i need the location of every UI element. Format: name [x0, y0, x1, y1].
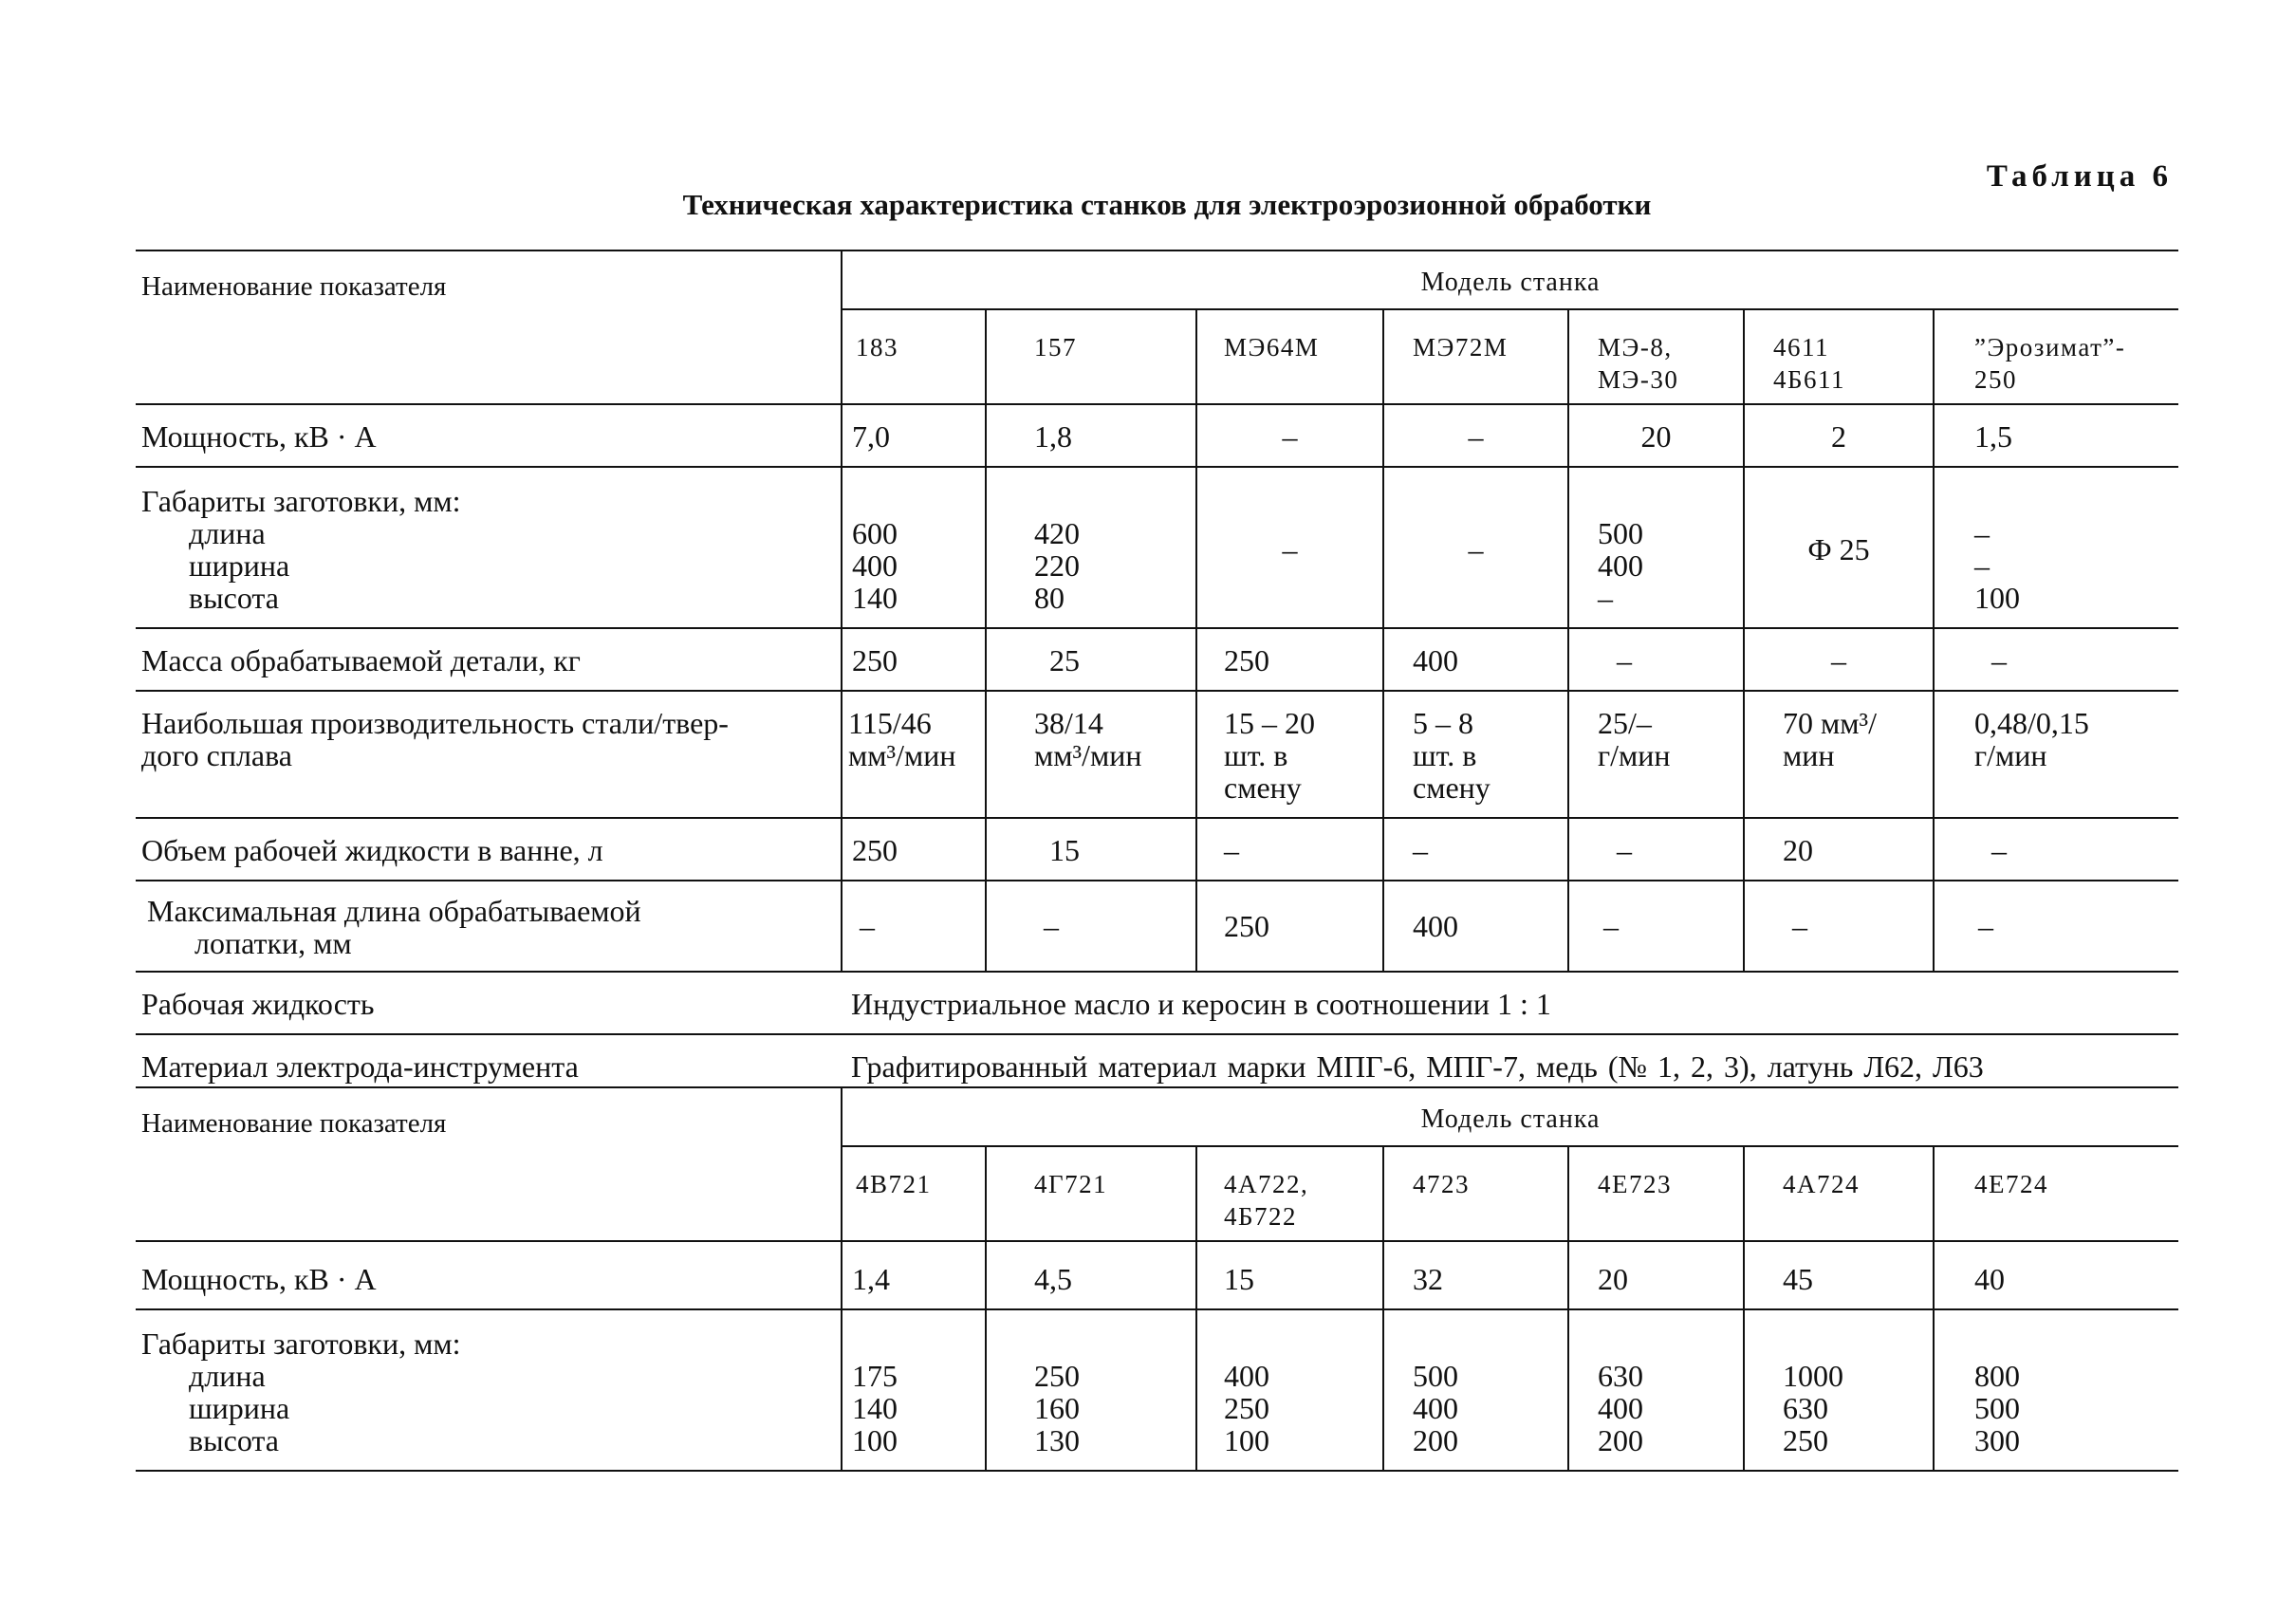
cell-value: 2 [1744, 404, 1934, 467]
cell-value: – [1196, 818, 1383, 881]
row-name-main: Габариты заготовки, мм: [141, 1326, 461, 1361]
cell-value: – [1568, 628, 1744, 691]
cell-value: 250 [1196, 881, 1383, 972]
cell-value: 25 [986, 628, 1196, 691]
table-row [136, 881, 2178, 972]
cell-value: – [1934, 881, 2178, 972]
cell-value: 800 500 300 [1934, 1309, 2178, 1471]
row-name: Объем рабочей жидкости в ванне, л [136, 818, 842, 881]
model-header: 4В721 [842, 1146, 986, 1241]
table-row [136, 467, 2178, 628]
cell-value: 20 [1744, 818, 1934, 881]
cell-value: 25/– г/мин [1568, 691, 1744, 818]
cell-value: 500 400 – [1568, 467, 1744, 628]
cell-value: – [1744, 881, 1934, 972]
model-header: МЭ-8, МЭ-30 [1568, 309, 1744, 404]
model-header: 4Г721 [986, 1146, 1196, 1241]
table-row [136, 404, 2178, 467]
row-name [136, 691, 842, 818]
cell-value: 45 [1744, 1241, 1934, 1309]
cell-value: – [1196, 467, 1383, 628]
model-header: ”Эрозимат”- 250 [1934, 309, 2178, 404]
row-name: Масса обрабатываемой детали, кг [136, 628, 842, 691]
model-header: 4А722, 4Б722 [1196, 1146, 1383, 1241]
model-header: МЭ64М [1196, 309, 1383, 404]
model-header: 183 [842, 309, 986, 404]
cell-value: 400 [1383, 881, 1568, 972]
cell-value: 1,5 [1934, 404, 2178, 467]
cell-value: 250 160 130 [986, 1309, 1196, 1471]
model-header: 4А724 [1744, 1146, 1934, 1241]
cell-value: – [1568, 818, 1744, 881]
row-name [136, 881, 842, 972]
cell-value: 1000 630 250 [1744, 1309, 1934, 1471]
row-name-line: Максимальная длина обрабатываемой [147, 894, 641, 928]
cell-value: 1,8 [986, 404, 1196, 467]
cell-value: 0,48/0,15 г/мин [1934, 691, 2178, 818]
cell-value: – [1934, 628, 2178, 691]
table-row [136, 1309, 2178, 1471]
cell-value: – [1383, 404, 1568, 467]
cell-value: – [1196, 404, 1383, 467]
table-span-row [136, 972, 2178, 1034]
model-header: МЭ72М [1383, 309, 1568, 404]
cell-value: 400 250 100 [1196, 1309, 1383, 1471]
model-group-header: Модель станка [842, 1087, 2178, 1146]
span-value: Графитированный материал марки МПГ-6, МПГ-7, медь (№ 1, 2, 3), латунь Л62, Л63 [842, 1034, 2178, 1096]
model-header: 4611 4Б611 [1744, 309, 1934, 404]
machine-specs-table-1 [136, 250, 2178, 1096]
cell-value: Ф 25 [1744, 467, 1934, 628]
row-subname: высота [189, 1423, 279, 1457]
cell-value: 15 – 20 шт. в смену [1196, 691, 1383, 818]
row-subname: ширина [189, 1391, 290, 1425]
cell-value: 250 [1196, 628, 1383, 691]
cell-value: 250 [842, 818, 986, 881]
cell-value: 630 400 200 [1568, 1309, 1744, 1471]
cell-value: 5 – 8 шт. в смену [1383, 691, 1568, 818]
row-subname: длина [189, 1359, 266, 1393]
cell-value: 15 [986, 818, 1196, 881]
row-subname: ширина [189, 548, 290, 583]
row-name: Материал электрода-инструмента [136, 1034, 842, 1096]
document-title: Техническая характеристика станков для электроэрозионной обработки [682, 188, 1652, 221]
param-column-header: Наименование показателя [136, 1087, 842, 1241]
cell-value: 420 220 80 [986, 467, 1196, 628]
table-row [136, 628, 2178, 691]
cell-value: 400 [1383, 628, 1568, 691]
table-number-label: Таблица 6 [1986, 159, 2173, 194]
cell-value: 1,4 [842, 1241, 986, 1309]
machine-specs-table-2 [136, 1086, 2178, 1472]
cell-value: 40 [1934, 1241, 2178, 1309]
model-header: 157 [986, 309, 1196, 404]
span-value: Индустриальное масло и керосин в соотношении 1 : 1 [842, 972, 2178, 1034]
cell-value: 38/14 мм³/мин [986, 691, 1196, 818]
row-name-main: Габариты заготовки, мм: [141, 484, 461, 518]
cell-value: – [842, 881, 986, 972]
cell-value: 7,0 [842, 404, 986, 467]
cell-value: – [1383, 467, 1568, 628]
row-name-line: дого сплава [141, 738, 292, 772]
model-group-header: Модель станка [842, 250, 2178, 309]
cell-value: – – 100 [1934, 467, 2178, 628]
cell-value: 250 [842, 628, 986, 691]
header-row [136, 250, 2178, 309]
cell-value: – [1383, 818, 1568, 881]
header-row [136, 1087, 2178, 1146]
table-row [136, 1241, 2178, 1309]
table-row [136, 691, 2178, 818]
row-name: Рабочая жидкость [136, 972, 842, 1034]
cell-value: 4,5 [986, 1241, 1196, 1309]
cell-value: 175 140 100 [842, 1309, 986, 1471]
row-subname: высота [189, 581, 279, 615]
row-subname: длина [189, 516, 266, 550]
cell-value: 600 400 140 [842, 467, 986, 628]
cell-value: 500 400 200 [1383, 1309, 1568, 1471]
row-name [136, 1309, 842, 1471]
model-header: 4Е724 [1934, 1146, 2178, 1241]
cell-value: 20 [1568, 1241, 1744, 1309]
cell-value: 70 мм³/ мин [1744, 691, 1934, 818]
param-column-header: Наименование показателя [136, 250, 842, 404]
cell-value: – [1934, 818, 2178, 881]
cell-value: 115/46 мм³/мин [842, 691, 986, 818]
model-header: 4723 [1383, 1146, 1568, 1241]
row-name [136, 467, 842, 628]
cell-value: – [1568, 881, 1744, 972]
row-name: Мощность, кВ · А [136, 1241, 842, 1309]
table-row [136, 818, 2178, 881]
cell-value: – [1744, 628, 1934, 691]
row-name-line: лопатки, мм [194, 926, 352, 960]
row-name: Мощность, кВ · А [136, 404, 842, 467]
cell-value: 15 [1196, 1241, 1383, 1309]
cell-value: 32 [1383, 1241, 1568, 1309]
model-header: 4Е723 [1568, 1146, 1744, 1241]
cell-value: – [986, 881, 1196, 972]
row-name-line: Наибольшая производительность стали/твер- [141, 706, 729, 740]
cell-value: 20 [1568, 404, 1744, 467]
